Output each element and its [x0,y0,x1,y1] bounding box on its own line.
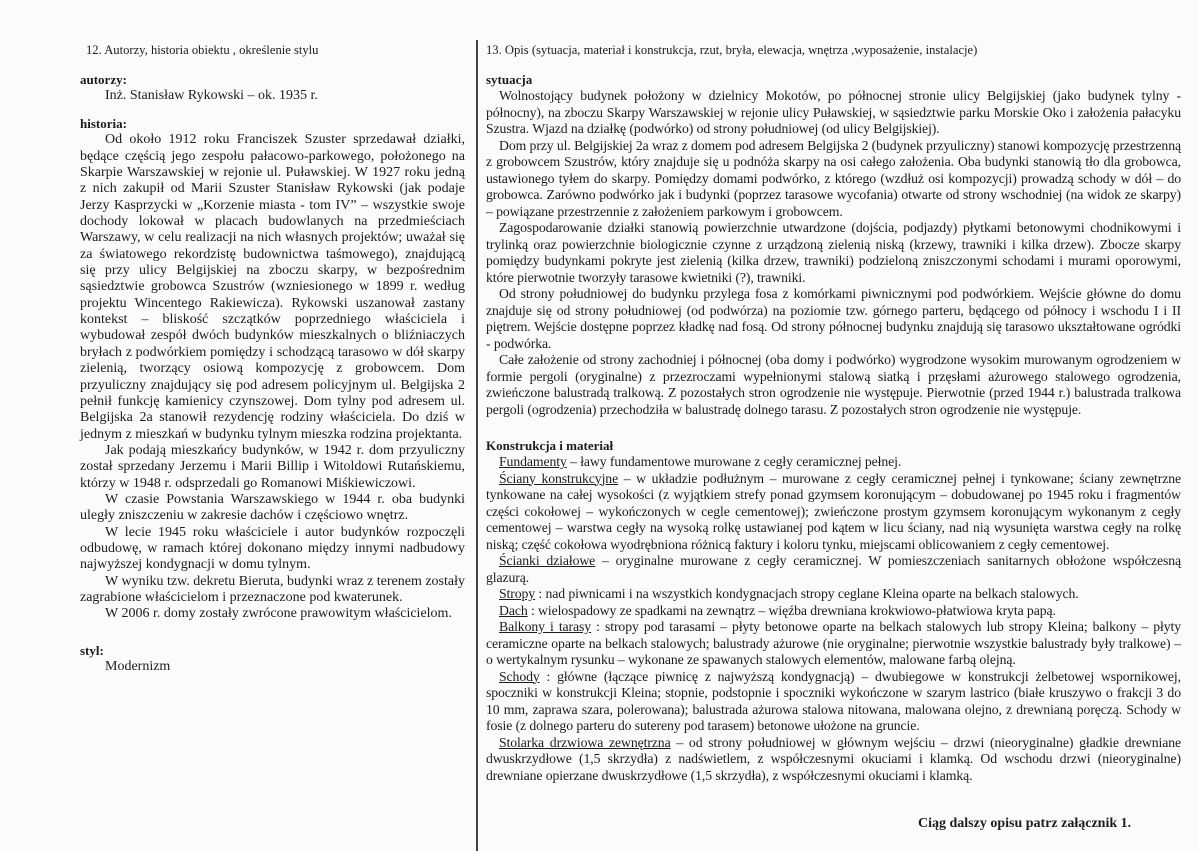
situation-paragraph: Całe założenie od strony zachodniej i północnej (oba domy i podwórko) wygrodzone wysokim murowanym ogrodzeniem w formie pergoli (oryginalne) z przezroczami wypełnionymi stalową siatką i przęsłami ażurowego stalowego ogrodzenia, zwieńczone balustradą tralkową. Z pozostałych stron ogrodzenie nie występuje. Pierwotnie (przed 1944 r.) balustrada tralkowa pergoli (ogrodzenia) przechodziła w balustradę dolnego tarasu. Z pozostałych stron ogrodzenie nie występuje. [486,352,1181,417]
section-12-heading: 12. Autorzy, historia obiektu , określenie stylu [86,43,319,57]
situation-paragraph: Wolnostojący budynek położony w dzielnicy Mokotów, po północnej stronie ulicy Belgijskiej (jako budynek tylny - północny), na zboczu Skarpy Warszawskiej w rejonie ulicy Puławskiej, w sąsiedztwie parku Morskie Oko i założenia pałacyku Szustra. Wjazd na działkę (podwórko) od strony południowej (od ulicy Belgijskiej). [486,88,1181,136]
section-12 [80,42,465,675]
construction-label: Konstrukcja i materiał [486,438,614,453]
construction-term: Ściany konstrukcyjne [499,470,619,486]
authors-text: Inż. Stanisław Rykowski – ok. 1935 r. [105,88,318,103]
situation-paragraph: Od strony południowej do budynku przylega fosa z komórkami piwnicznymi pod podwórkiem. Wejście główne do domu znajduje się od strony południowej (od podwórza) na poziomie tzw. górnego parteru, będącego od północy i wschodu I i II piętrem. Wejście dostępne poprzez kładkę nad fosą. Od strony północnej budynku znajdują się tarasowo ukształtowane ogródki - podwórka. [486,286,1181,351]
construction-item: Stolarka drzwiowa zewnętrzna – od strony południowej w głównym wejściu – drzwi (nieoryginalne) gładkie drewniane dwuskrzydłowe (1,5 skrzydła) z nadświetlem, z współczesnymi okuciami i klamką. Od wschodu drzwi (nieoryginalne) drewniane opierzane dwuskrzydłowe (1,5 skrzydła), z współczesnymi okuciami i klamką. [486,734,1181,783]
style-text: Modernizm [105,658,171,674]
section-13-heading: 13. Opis (sytuacja, materiał i konstrukcja, rzut, bryła, elewacja, wnętrza ,wyposażenie, instalacje) [486,43,978,57]
construction-item: Fundamenty – ławy fundamentowe murowane z cegły ceramicznej pełnej. [499,454,902,469]
style-label: styl: [80,642,104,658]
construction-term: Dach [499,602,528,618]
construction-item: Stropy : nad piwnicami i na wszystkich kondygnacjach stropy ceglane Kleina oparte na belkach stalowych. [499,586,1079,601]
section-13 [486,42,1181,784]
history-paragraph: Od około 1912 roku Franciszek Szuster sprzedawał działki, będące częścią jego zespołu pałacowo-parkowego, położonego na Skarpie Warszawskiej w rejonie ul. Puławskiej. W 1927 roku jedną z nich zakupił od Marii Szuster Stanisław Rykowski (jak podaje Jerzy Kasprzycki w „Korzenie miasta - tom IV” – wszystkie swoje dochody lokował w placach budowlanych na przedmieściach Warszawy, w celu realizacji na nich własnych projektów; uważał się za światowego rekordzistę budownictwa taśmowego), znajdującą się przy ulicy Belgijskiej na zboczu skarpy, w bezpośrednim sąsiedztwie grobowca Szustrów (wzniesionego w 1899 r. według projektu Wincentego Rakiewicza). Rykowski uszanował zastany kontekst – bliskość szczątków poprzedniego właściciela i wybudował zespół dwóch budynków mieszkalnych o bliźniaczych bryłach z podwórkiem pomiędzy i schodzącą tarasowo w dół skarpy zielenią, tworzący osiową kompozycję z grobowcem. Dom przyuliczny znajdujący się pod adresem policyjnym ul. Belgijska 2 pełnił funkcję kamienicy czynszowej. Dom tylny pod adresem ul. Belgijska 2a stanowił rezydencję rodziny właściciela. Do dziś w jednym z mieszkań w budynku tylnym mieszka rodzina projektanta. [80,132,465,442]
history-paragraph: Jak podają mieszkańcy budynków, w 1942 r. dom przyuliczny został sprzedany Jerzemu i Marii Billip i Witoldowi Rutańskiemu, którzy w 1948 r. odsprzedali go Romanowi Miśkiewiczowi. [80,442,465,491]
situation-paragraph: Zagospodarowanie działki stanowią powierzchnie utwardzone (dojścia, podjazdy) płytkami betonowymi chodnikowymi i trylinką oraz powierzchnie biologicznie czynne z urządzoną zielenią niską (krzewy, trawniki i kilka drzew). Zbocze skarpy pomiędzy budynkami pokryte jest zielenią (kilka drzew, trawniki) podzieloną zniszczonymi schodami i murami oporowymi, które pierwotnie tworzyły tarasowe kwietniki (?), trawniki. [486,220,1181,285]
construction-item: Ściany konstrukcyjne – w układzie podłużnym – murowane z cegły ceramicznej pełnej i tynkowane; ściany zewnętrzne tynkowane na całej wysokości (z wyjątkiem strefy ponad gzymsem koronującym – dobudowanej po 1945 roku i fragmentów części cokołowej – wykończonych w cegle cementowej); zwieńczone prostym gzymsem koronującym wykonanym z cegły cementowej – warstwa cegły na wysoką rolkę ustawianej pod kątem w licu ściany, nad nią wysunięta warstwa cegły na rolkę niską; część cokołowa wyodrębniona różnicą faktury i koloru tynku, miejscami oblicowaniem z cegły cementowej. [486,470,1182,552]
construction-term: Schody [499,668,540,684]
history-label: historia: [80,116,127,132]
construction-term: Stolarka drzwiowa zewnętrzna [499,734,671,750]
construction-item: Schody : główne (łączące piwnicę z najwyższą kondygnacją) – dwubiegowe w konstrukcji żelbetowej wspornikowej, spoczniki w konstrukcji Kleina; stopnie, podstopnie i spoczniki wykończone w szarym lastrico (białe kruszywo o frakcji 3 do 10 mm, zaprawa szara, polerowana); balustrada ażurowa stalowa nitowana, malowana olejno, z drewnianą poręczą. Schody w fosie (z dolnego parteru do sutereny pod tarasem) betonowe ułożone na gruncie. [486,668,1181,733]
construction-term: Balkony i tarasy [499,619,592,634]
situation-label: sytuacja [486,72,533,87]
history-paragraph: W lecie 1945 roku właściciele i autor budynków rozpoczęli odbudowę, w ramach której dokonano między innymi nadbudowy najwyższej kondygnacji w domu tylnym. [80,524,465,573]
construction-item: Balkony i tarasy : stropy pod tarasami – płyty betonowe oparte na belkach stalowych lub stropy Kleina; balkony – płyty ceramiczne oparte na belkach stalowych; balustrady ażurowe (nie oryginalne; pierwotnie wszystkie balustrady były tralkowe) – o wertykalnym rysunku – wykonane ze spawanych stalowych elementów, malowane farbą olejną. [486,619,1181,667]
column-divider [476,40,478,851]
construction-item: Dach : wielospadowy ze spadkami na zewnątrz – więźba drewniana krokwiowo-płatwiowa kryta papą. [499,602,1056,618]
history-paragraph: W wyniku tzw. dekretu Bieruta, budynki wraz z terenem zostały zagrabione właścicielom i przeznaczone pod kwaterunek. [80,573,465,605]
continuation-note: Ciąg dalszy opisu patrz załącznik 1. [918,816,1132,831]
authors-label: autorzy: [80,72,127,87]
construction-item: Ścianki działowe – oryginalne murowane z cegły ceramicznej. W pomieszczeniach sanitarnych obłożone współczesną glazurą. [486,553,1181,585]
construction-term: Stropy [499,586,536,601]
history-paragraph: W czasie Powstania Warszawskiego w 1944 r. oba budynki uległy zniszczeniu w zakresie dachów i częściowo wnętrz. [80,491,465,524]
construction-term: Fundamenty [499,454,567,469]
construction-term: Ścianki działowe [499,553,596,568]
history-paragraph: W 2006 r. domy zostały zwrócone prawowitym właścicielom. [105,606,452,622]
situation-paragraph: Dom przy ul. Belgijskiej 2a wraz z domem pod adresem Belgijska 2 (budynek przyuliczny) stanowi kompozycję przestrzenną z grobowcem Szustrów, który znajduje się u podnóża skarpy na osi całego założenia. Oba budynki stanowią tło dla grobowca, ustawionego tyłem do skarpy. Pomiędzy domami podwórko, z którego (wzdłuż osi kompozycji) prowadzą schody w dół – do grobowca. Zarówno podwórko jak i budynki (poprzez tarasowe wycofania) otwarte od strony wschodniej (na widok ze skarpy) – powiązane przestrzennie z założeniem parkowym i grobowcem. [486,137,1181,219]
